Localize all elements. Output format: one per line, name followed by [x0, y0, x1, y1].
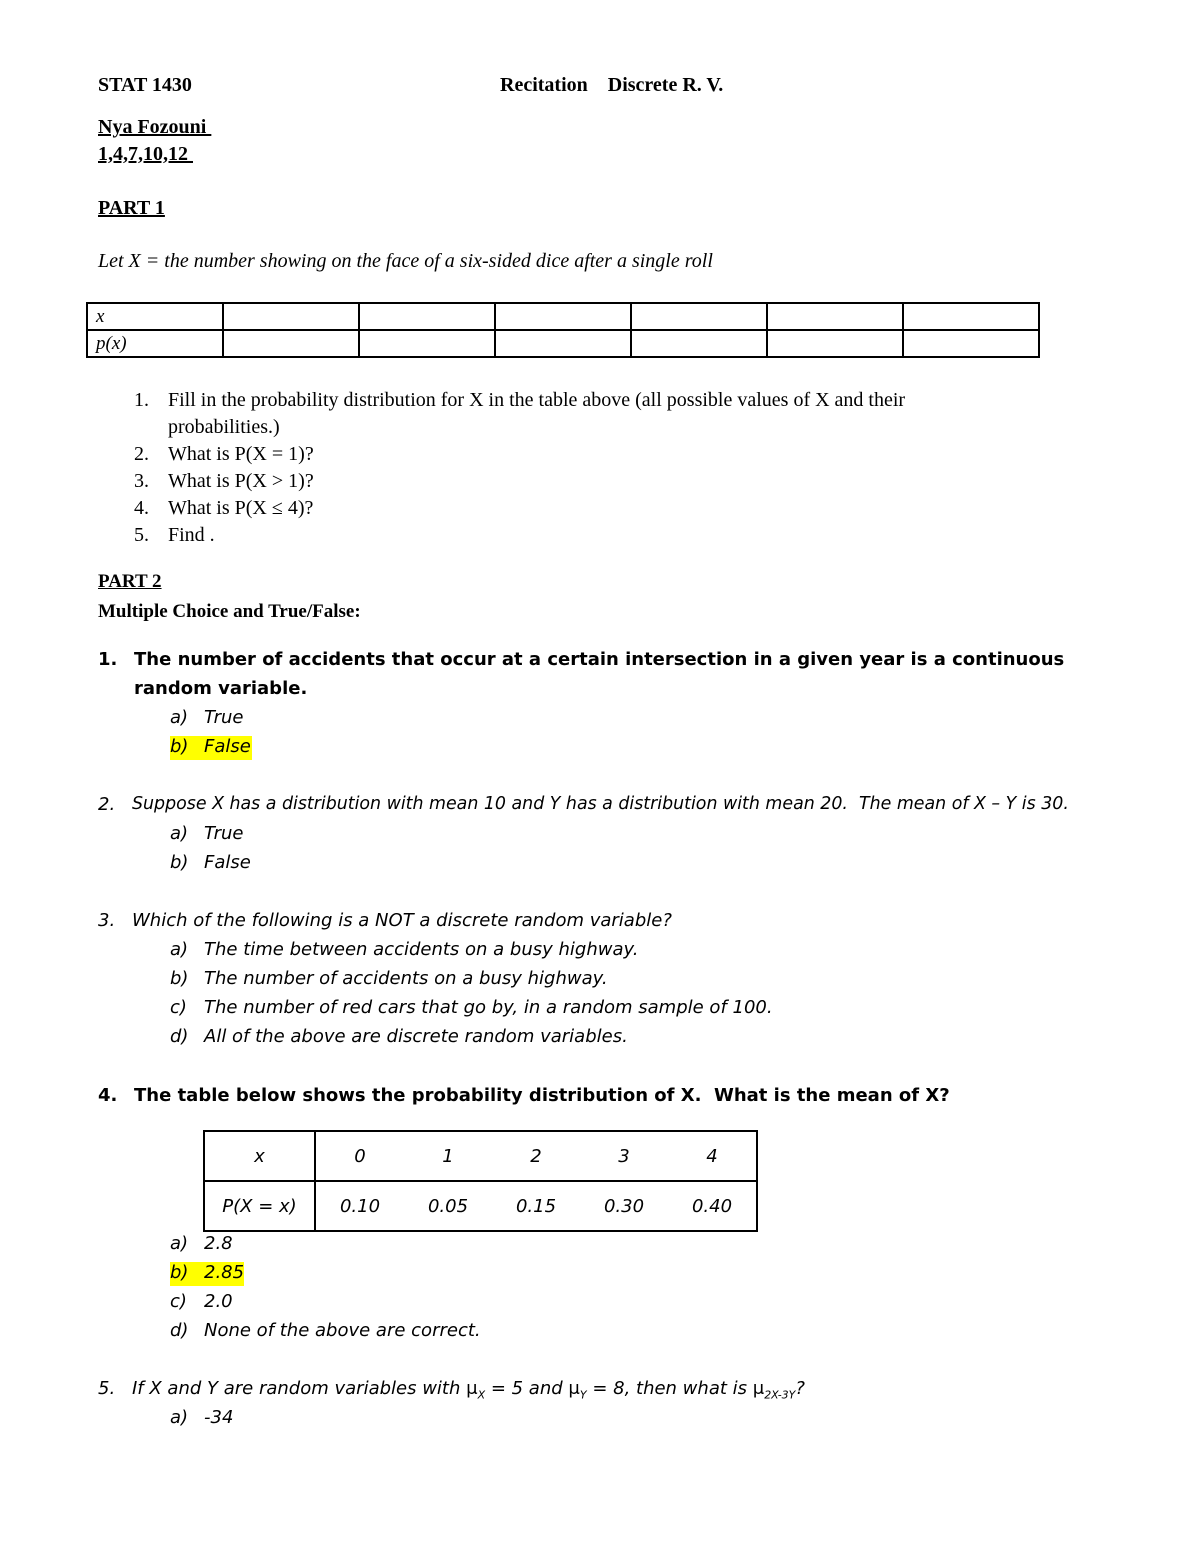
table-cell: 0.10: [315, 1181, 404, 1231]
table-cell-x-label: x: [87, 303, 223, 330]
table-cell: 0.05: [404, 1181, 492, 1231]
part2-q4-num: 4.: [98, 1085, 118, 1106]
part2-q3-option-a-letter: a): [170, 939, 189, 960]
mu-subscript-x: X: [477, 1388, 486, 1402]
q5-text-part: = 8, then what is: [586, 1378, 753, 1399]
part2-q5-option-a-letter: a): [170, 1407, 189, 1428]
part2-q4-option-a[interactable]: 2.8: [204, 1233, 233, 1254]
table-cell-blank[interactable]: [903, 303, 1039, 330]
table-row: [204, 1181, 757, 1231]
mu-subscript-2x3y: 2X-3Y: [764, 1388, 796, 1402]
part2-q4-option-d[interactable]: None of the above are correct.: [204, 1320, 481, 1341]
table-cell: x: [204, 1131, 315, 1181]
table-row: [204, 1131, 757, 1181]
table-cell: 0.30: [580, 1181, 668, 1231]
q5-text-part: = 5 and: [485, 1378, 569, 1399]
table-cell: 0.15: [492, 1181, 580, 1231]
part2-q4-option-d-letter: d): [170, 1320, 189, 1341]
q5-text-part: If X and Y are random variables with: [132, 1378, 467, 1399]
table-cell-blank[interactable]: [767, 303, 903, 330]
part2-q1-text-cont: random variable.: [134, 678, 308, 699]
table-cell: 0: [315, 1131, 404, 1181]
table-row: [87, 303, 1039, 330]
part2-q4-option-c[interactable]: 2.0: [204, 1291, 233, 1312]
table-cell-blank[interactable]: [359, 303, 495, 330]
table-cell-blank[interactable]: [903, 330, 1039, 357]
part2-subheading: Multiple Choice and True/False:: [98, 601, 361, 622]
part1-q5-num: 5.: [134, 524, 149, 546]
table-cell: P(X = x): [204, 1181, 315, 1231]
table-row: [87, 330, 1039, 357]
document-title: Recitation Discrete R. V.: [500, 74, 724, 96]
table-cell-blank[interactable]: [631, 303, 767, 330]
part2-q3-option-a[interactable]: The time between accidents on a busy highway.: [204, 939, 639, 960]
table-cell-blank[interactable]: [495, 330, 631, 357]
table-cell-blank[interactable]: [223, 330, 359, 357]
part2-q3-option-d-letter: d): [170, 1026, 189, 1047]
part1-intro: Let X = the number showing on the face of a six-sided dice after a single roll: [98, 250, 713, 272]
q5-text-part: ?: [795, 1378, 805, 1399]
part1-q4-num: 4.: [134, 497, 149, 519]
part2-q1-option-a-letter: a): [170, 707, 189, 728]
part2-q3-option-c[interactable]: The number of red cars that go by, in a random sample of 100.: [204, 997, 773, 1018]
part1-q2-num: 2.: [134, 443, 149, 465]
table-cell-blank[interactable]: [767, 330, 903, 357]
part2-q2-text: Suppose X has a distribution with mean 10 and Y has a distribution with mean 20. The mean of X – Y is 30.: [132, 794, 1069, 814]
student-name: Nya Fozouni: [98, 116, 212, 138]
part2-q2-option-a-letter: a): [170, 823, 189, 844]
table-cell: 0.40: [668, 1181, 757, 1231]
part2-q1-num: 1.: [98, 649, 118, 670]
table-cell-px-label: p(x): [87, 330, 223, 357]
assigned-problems: 1,4,7,10,12: [98, 143, 193, 165]
part2-q2-option-b[interactable]: False: [204, 852, 251, 873]
mu-symbol: μ: [752, 1378, 765, 1399]
mu-subscript-y: Y: [579, 1388, 587, 1402]
part2-q5-num: 5.: [98, 1378, 116, 1399]
part1-q2-text: What is P(X = 1)?: [168, 443, 314, 465]
part2-heading: PART 2: [98, 571, 162, 592]
part1-q1-num: 1.: [134, 389, 149, 411]
table-cell: 3: [580, 1131, 668, 1181]
part2-q3-option-b[interactable]: The number of accidents on a busy highway.: [204, 968, 608, 989]
part1-q3-num: 3.: [134, 470, 149, 492]
part2-q1-option-a[interactable]: True: [204, 707, 244, 728]
part2-q3-text: Which of the following is a NOT a discrete random variable?: [132, 910, 672, 931]
part2-q4-option-a-letter: a): [170, 1233, 189, 1254]
part2-q4-option-b-letter: b): [170, 1262, 189, 1283]
table-cell-blank[interactable]: [631, 330, 767, 357]
part2-q5-text: [132, 1378, 805, 1402]
part1-q4-text: What is P(X ≤ 4)?: [168, 497, 314, 519]
table-cell: 4: [668, 1131, 757, 1181]
part2-q4-option-b[interactable]: 2.85: [204, 1262, 245, 1283]
part2-q4-text: The table below shows the probability distribution of X. What is the mean of X?: [134, 1085, 950, 1106]
course-code: STAT 1430: [98, 74, 192, 96]
table-cell-blank[interactable]: [359, 330, 495, 357]
part2-q1-option-b[interactable]: False: [204, 736, 251, 757]
part2-q1-option-b-letter: b): [170, 736, 189, 757]
table-cell-blank[interactable]: [223, 303, 359, 330]
part2-q4-option-c-letter: c): [170, 1291, 187, 1312]
dice-distribution-table: [86, 302, 1040, 358]
part1-q1-text: Fill in the probability distribution for X in the table above (all possible values of X and their: [168, 389, 906, 411]
part1-q3-text: What is P(X > 1)?: [168, 470, 314, 492]
table-cell: 2: [492, 1131, 580, 1181]
part2-q2-num: 2.: [98, 794, 116, 815]
part2-q3-option-b-letter: b): [170, 968, 189, 989]
table-cell: 1: [404, 1131, 492, 1181]
mu-symbol: μ: [466, 1378, 478, 1399]
mu-symbol: μ: [568, 1378, 580, 1399]
part2-q5-option-a[interactable]: -34: [204, 1407, 234, 1428]
part1-q1-text-cont: probabilities.): [168, 416, 280, 438]
part2-q2-option-a[interactable]: True: [204, 823, 244, 844]
table-cell-blank[interactable]: [495, 303, 631, 330]
part1-heading: PART 1: [98, 197, 165, 219]
part1-q5-text: Find .: [168, 524, 215, 546]
part2-q1-text: The number of accidents that occur at a certain intersection in a given year is a continuous: [134, 649, 1065, 670]
part2-q3-num: 3.: [98, 910, 116, 931]
probability-distribution-table: [203, 1130, 758, 1232]
part2-q3-option-c-letter: c): [170, 997, 187, 1018]
part2-q3-option-d[interactable]: All of the above are discrete random variables.: [204, 1026, 628, 1047]
part2-q2-option-b-letter: b): [170, 852, 189, 873]
